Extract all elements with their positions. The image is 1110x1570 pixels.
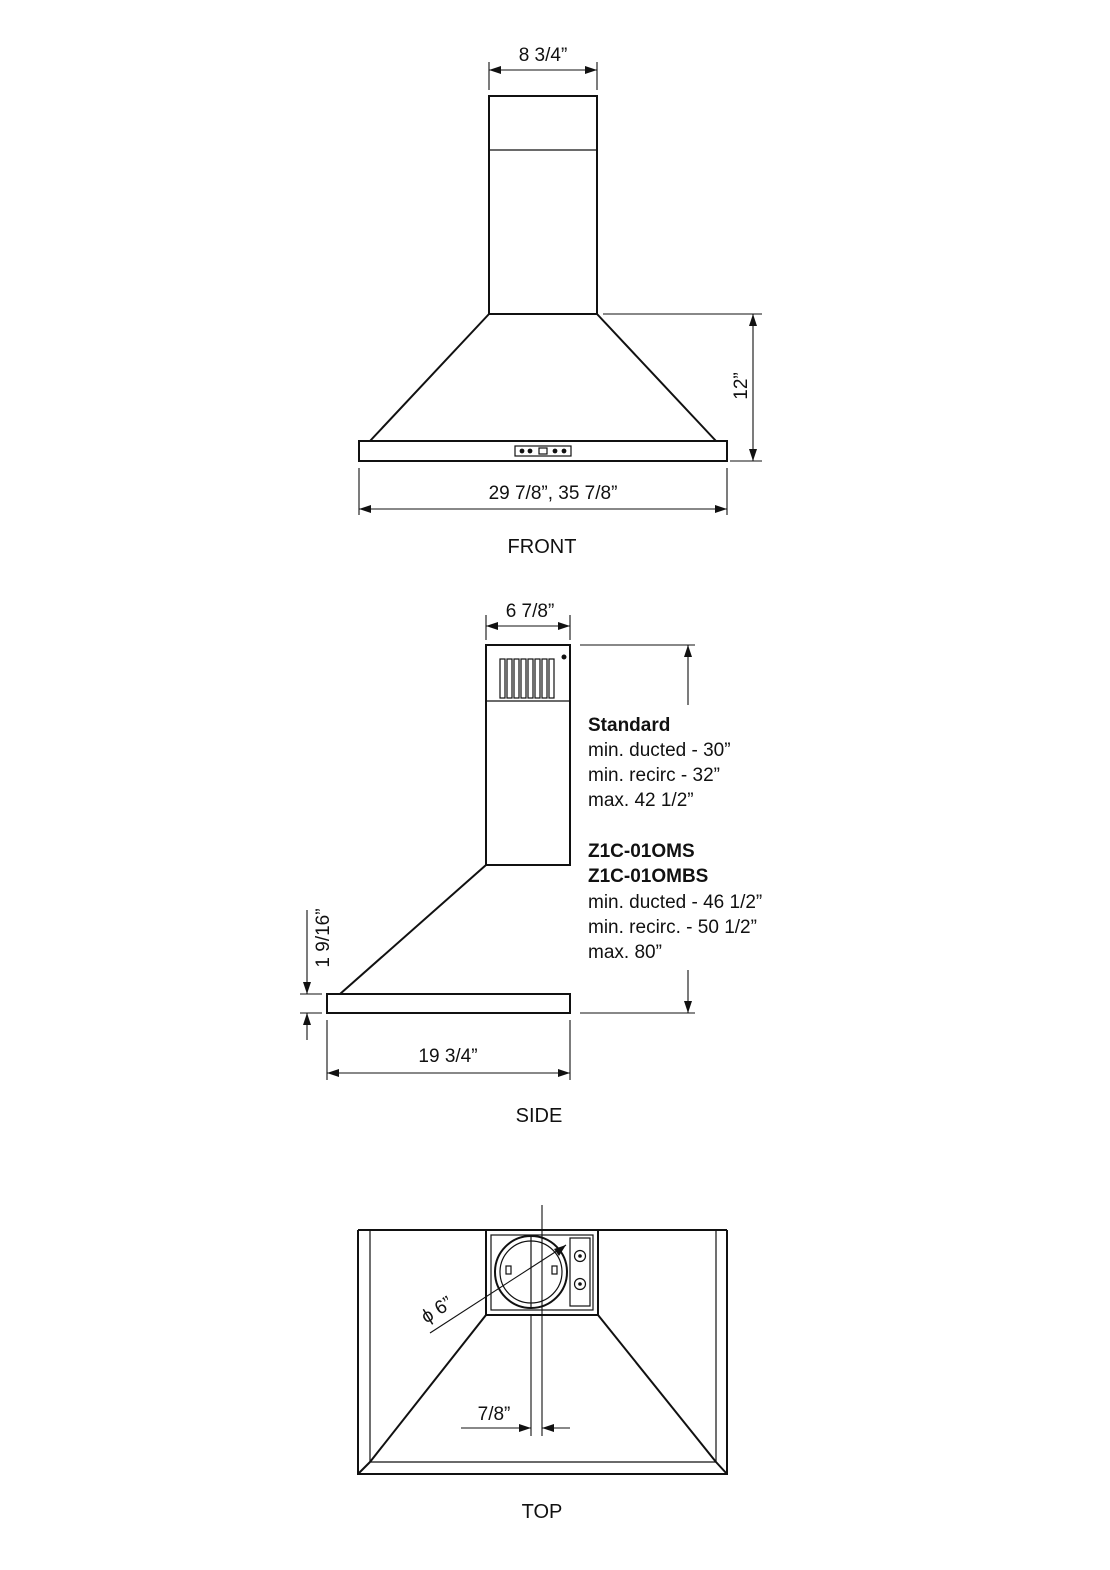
front-chimney bbox=[489, 96, 597, 314]
side-height-notes bbox=[588, 715, 762, 963]
note-extended-min-ducted: min. ducted - 46 1/2” bbox=[588, 892, 763, 913]
electrical-box bbox=[570, 1238, 590, 1306]
side-view-title: SIDE bbox=[515, 1105, 563, 1127]
side-top-depth-label: 6 7/8” bbox=[505, 601, 555, 622]
side-view bbox=[300, 601, 762, 1127]
front-top-width-dimension bbox=[489, 45, 597, 90]
front-canopy-left bbox=[370, 314, 489, 441]
side-base bbox=[327, 994, 570, 1013]
side-canopy-height-label: 1 9/16” bbox=[313, 908, 334, 968]
note-extended-max: max. 80” bbox=[588, 942, 662, 963]
top-inner-outline bbox=[370, 1230, 716, 1462]
note-extended-min-recirc: min. recirc. - 50 1/2” bbox=[588, 917, 757, 938]
duct-diameter-label: ϕ 6” bbox=[417, 1292, 457, 1328]
front-bottom-width-label: 29 7/8”, 35 7/8” bbox=[488, 483, 618, 504]
side-top-depth-dimension bbox=[486, 601, 570, 640]
front-height-label: 12” bbox=[731, 372, 752, 400]
note-standard-max: max. 42 1/2” bbox=[588, 790, 694, 811]
duct-collar bbox=[495, 1236, 567, 1308]
top-slope-right bbox=[598, 1315, 716, 1462]
top-view-title: TOP bbox=[521, 1501, 563, 1523]
side-canopy-slope bbox=[340, 865, 486, 994]
front-canopy-right bbox=[597, 314, 716, 441]
duct-offset-dimension bbox=[461, 1404, 570, 1432]
front-height-dimension bbox=[603, 314, 762, 461]
note-model-2: Z1C-01OMBS bbox=[588, 866, 709, 887]
side-bottom-depth-dimension bbox=[327, 1020, 570, 1080]
duct-offset-label: 7/8” bbox=[477, 1404, 511, 1425]
front-view bbox=[359, 45, 762, 558]
note-standard-min-recirc: min. recirc - 32” bbox=[588, 765, 720, 786]
front-base bbox=[359, 441, 727, 461]
side-canopy-height-dimension bbox=[300, 908, 334, 1040]
front-view-title: FRONT bbox=[507, 536, 577, 558]
note-standard-heading: Standard bbox=[588, 715, 671, 736]
note-model-1: Z1C-01OMS bbox=[588, 841, 695, 862]
front-bottom-width-dimension bbox=[359, 468, 727, 515]
top-slope-left bbox=[370, 1315, 486, 1462]
side-vent-slots bbox=[500, 655, 567, 699]
top-view bbox=[358, 1205, 727, 1523]
side-bottom-depth-label: 19 3/4” bbox=[418, 1046, 478, 1067]
duct-diameter-dimension bbox=[418, 1245, 566, 1333]
front-top-width-label: 8 3/4” bbox=[518, 45, 568, 66]
note-standard-min-ducted: min. ducted - 30” bbox=[588, 740, 731, 761]
control-panel bbox=[515, 446, 571, 456]
